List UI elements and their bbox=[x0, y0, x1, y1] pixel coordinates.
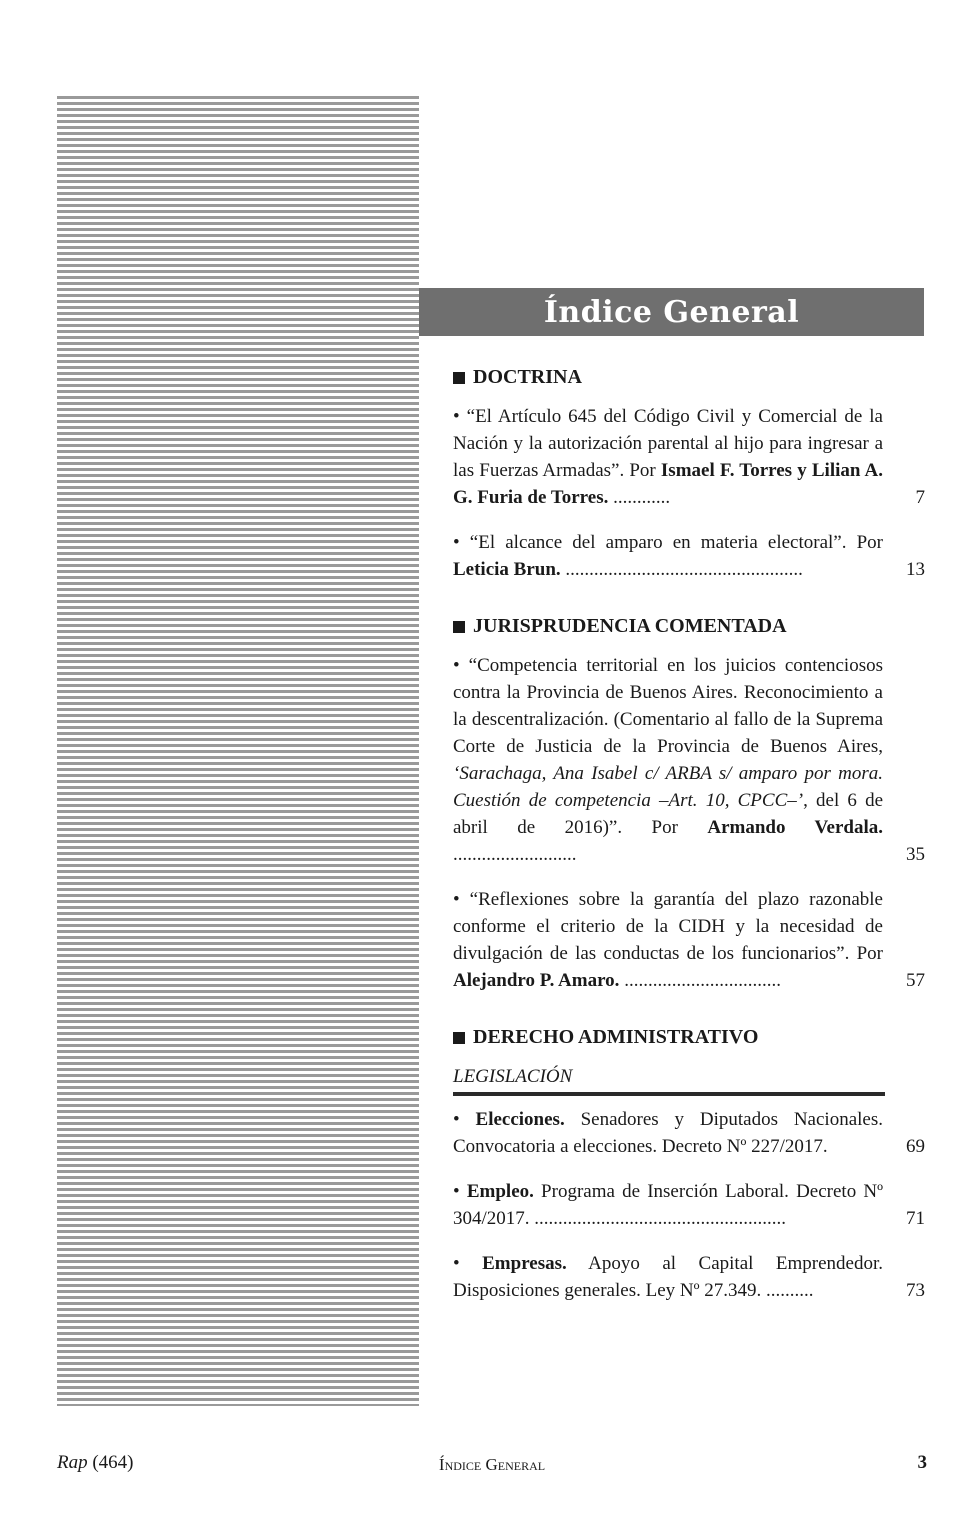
subsection-heading: LEGISLACIÓN bbox=[453, 1063, 885, 1096]
section-heading-label: DOCTRINA bbox=[473, 366, 582, 388]
section-heading bbox=[453, 613, 925, 640]
entry-text bbox=[453, 886, 883, 994]
entry-page-number: 35 bbox=[906, 844, 925, 865]
entry-text bbox=[453, 1178, 883, 1232]
journal-issue: (464) bbox=[92, 1452, 134, 1473]
index-entry[interactable] bbox=[453, 1178, 925, 1232]
entry-bullet: • bbox=[453, 1253, 483, 1274]
entry-topic: Empleo. bbox=[466, 1181, 534, 1202]
entry-leader-dots: ................................. bbox=[619, 970, 781, 991]
index-entry[interactable] bbox=[453, 529, 925, 583]
entry-title: Senadores y Diputados Nacionales. Convocatoria a elecciones. Decreto Nº 227/2017. bbox=[453, 1109, 883, 1157]
entry-page-number: 69 bbox=[906, 1136, 925, 1157]
section-doctrina bbox=[453, 364, 925, 583]
entry-leader-dots: .................................................. bbox=[560, 559, 803, 580]
entry-page-number: 7 bbox=[915, 487, 925, 508]
entry-case-name: ‘Sarachaga, Ana Isabel c/ ARBA s/ amparo por mora. Cuestión de competencia –Art. 10, CPCC–’ bbox=[453, 763, 883, 811]
entry-leader-dots: .......... bbox=[761, 1280, 814, 1301]
entry-bullet: • bbox=[453, 1109, 476, 1130]
entry-text bbox=[453, 403, 883, 511]
index-title: Índice General bbox=[419, 288, 924, 336]
entry-leader-dots: .......................... bbox=[453, 844, 577, 865]
index-entry[interactable] bbox=[453, 886, 925, 994]
entry-title: Apoyo al Capital Emprendedor. Disposiciones generales. Ley Nº 27.349. bbox=[453, 1253, 883, 1301]
entry-title-continued: , del 6 de abril de 2016)”. Por bbox=[453, 790, 883, 838]
index-entry[interactable] bbox=[453, 1106, 925, 1160]
entry-page-number: 71 bbox=[906, 1208, 925, 1229]
square-bullet-icon bbox=[453, 1032, 465, 1044]
entry-title: • “El alcance del amparo en materia electoral”. Por bbox=[453, 532, 883, 553]
index-entry[interactable] bbox=[453, 1250, 925, 1304]
entry-leader-dots: ..................................................... bbox=[529, 1208, 787, 1229]
section-heading-label: JURISPRUDENCIA COMENTADA bbox=[473, 615, 787, 637]
page-footer bbox=[57, 1452, 927, 1482]
section-heading bbox=[453, 1024, 925, 1051]
square-bullet-icon bbox=[453, 372, 465, 384]
entry-author: Alejandro P. Amaro. bbox=[453, 970, 620, 991]
entry-title: • “El Artículo 645 del Código Civil y Comercial de la Nación y la autorización parental al hijo para ingresar a las Fuerzas Armadas”. Por bbox=[453, 406, 883, 481]
entry-text bbox=[453, 529, 883, 583]
section-derecho-administrativo bbox=[453, 1024, 925, 1304]
entry-page-number: 57 bbox=[906, 970, 925, 991]
entry-bullet: • bbox=[453, 1181, 467, 1202]
entry-author: Leticia Brun. bbox=[453, 559, 561, 580]
entry-leader-dots: ............ bbox=[608, 487, 671, 508]
index-entry[interactable] bbox=[453, 652, 925, 868]
entry-author: Armando Verdala. bbox=[707, 817, 883, 838]
entry-topic: Empresas. bbox=[482, 1253, 567, 1274]
footer-page-number: 3 bbox=[917, 1452, 927, 1473]
entry-author: Ismael F. Torres y Lilian A. G. Furia de Torres. bbox=[453, 460, 884, 508]
entry-title: Programa de Inserción Laboral. Decreto Nº 304/2017. bbox=[453, 1181, 884, 1229]
entry-title: • “Competencia territorial en los juicios contenciosos contra la Provincia de Buenos Aires. Reconocimiento a la descentralización. (Comentario al fallo de la Suprema Corte de Justicia de la Provincia de Buenos Aires, bbox=[453, 655, 883, 757]
entry-topic: Elecciones. bbox=[475, 1109, 565, 1130]
entry-text bbox=[453, 1106, 883, 1160]
footer-running-title: Índice General bbox=[438, 1455, 546, 1474]
entry-title: • “Reflexiones sobre la garantía del plazo razonable conforme el criterio de la CIDH y la necesidad de divulgación de las conductas de los funcionarios”. Por bbox=[453, 889, 883, 964]
journal-name: Rap bbox=[57, 1452, 88, 1473]
section-heading bbox=[453, 364, 925, 391]
index-entry[interactable] bbox=[453, 403, 925, 511]
index-content bbox=[453, 364, 925, 1334]
entry-text bbox=[453, 652, 883, 868]
square-bullet-icon bbox=[453, 621, 465, 633]
section-heading-label: DERECHO ADMINISTRATIVO bbox=[473, 1026, 759, 1048]
entry-text bbox=[453, 1250, 883, 1304]
section-jurisprudencia bbox=[453, 613, 925, 994]
entry-page-number: 13 bbox=[906, 559, 925, 580]
decorative-stripes bbox=[57, 96, 419, 1406]
entry-page-number: 73 bbox=[906, 1280, 925, 1301]
